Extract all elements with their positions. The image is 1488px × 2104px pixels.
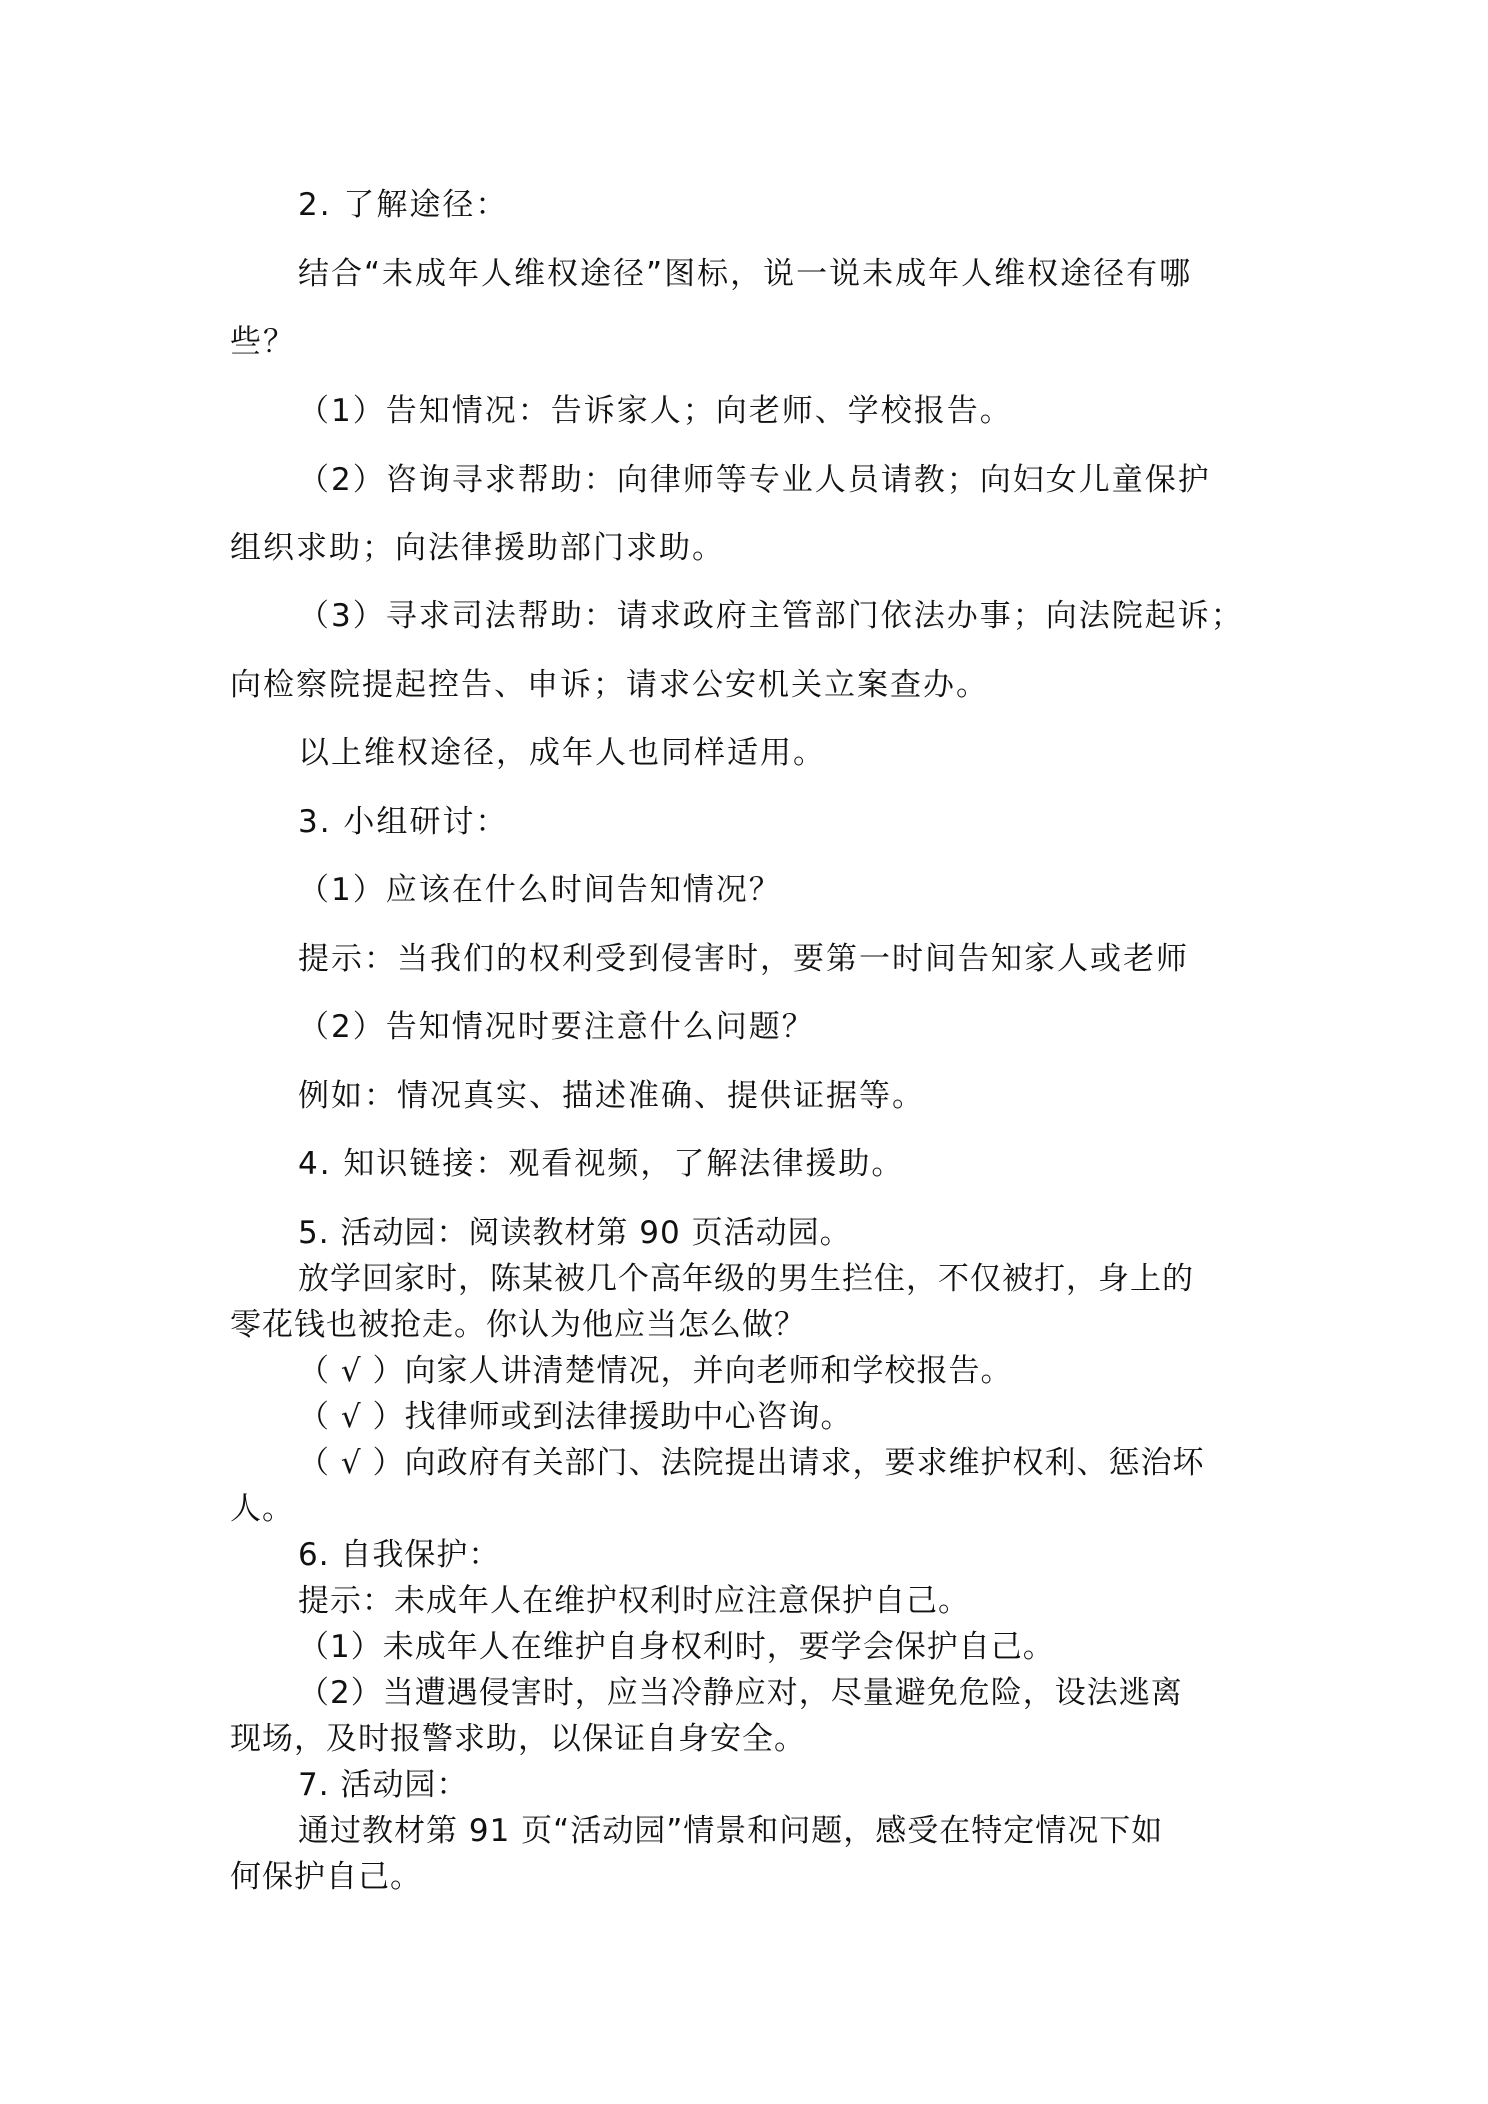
heading-activity-garden: 7. 活动园：	[298, 1767, 469, 1803]
paragraph-line: 何保护自己。	[230, 1859, 422, 1895]
example-line: 例如：情况真实、描述准确、提供证据等。	[298, 1078, 925, 1114]
list-item-line: （1）未成年人在维护自身权利时，要学会保护自己。	[298, 1629, 1055, 1665]
question-line: （1）应该在什么时间告知情况？	[298, 872, 782, 908]
paragraph-line: 通过教材第 91 页“活动园”情景和问题，感受在特定情况下如	[298, 1813, 1164, 1849]
list-item-line: （3）寻求司法帮助：请求政府主管部门依法办事；向法院起诉；	[298, 598, 1244, 634]
list-item-line: （2）当遭遇侵害时，应当冷静应对，尽量避免危险，设法逃离	[298, 1675, 1183, 1711]
heading-group-discussion: 3. 小组研讨：	[298, 804, 509, 840]
answer-option-line: （ √ ）向家人讲清楚情况，并向老师和学校报告。	[298, 1353, 1013, 1389]
heading-self-protection: 6. 自我保护：	[298, 1537, 501, 1573]
answer-option-line: （ √ ）向政府有关部门、法院提出请求，要求维护权利、惩治坏	[298, 1445, 1205, 1481]
paragraph-line: 以上维权途径，成年人也同样适用。	[298, 735, 826, 771]
question-line: （2）告知情况时要注意什么问题？	[298, 1009, 815, 1045]
list-item-line: 现场，及时报警求助，以保证自身安全。	[230, 1721, 806, 1757]
list-item-line: 组织求助；向法律援助部门求助。	[230, 530, 725, 566]
hint-line: 提示：当我们的权利受到侵害时，要第一时间告知家人或老师	[298, 941, 1189, 977]
list-item-line: 向检察院提起控告、申诉；请求公安机关立案查办。	[230, 667, 989, 703]
heading-understand-ways: 2. 了解途径：	[298, 187, 509, 223]
list-item-line: （1）告知情况：告诉家人；向老师、学校报告。	[298, 393, 1013, 429]
list-item-line: （2）咨询寻求帮助：向律师等专业人员请教；向妇女儿童保护	[298, 462, 1211, 498]
answer-option-line: （ √ ）找律师或到法律援助中心咨询。	[298, 1399, 853, 1435]
heading-activity-garden-90: 5. 活动园：阅读教材第 90 页活动园。	[298, 1215, 852, 1251]
paragraph-line: 零花钱也被抢走。你认为他应当怎么做？	[230, 1307, 806, 1343]
hint-line: 提示：未成年人在维护权利时应注意保护自己。	[298, 1583, 970, 1619]
answer-option-line: 人。	[230, 1491, 294, 1527]
heading-knowledge-link: 4. 知识链接：观看视频，了解法律援助。	[298, 1146, 905, 1182]
paragraph-line: 放学回家时，陈某被几个高年级的男生拦住，不仅被打，身上的	[298, 1261, 1194, 1297]
paragraph-line: 结合“未成年人维权途径”图标，说一说未成年人维权途径有哪	[298, 256, 1193, 292]
paragraph-line: 些？	[230, 324, 296, 360]
